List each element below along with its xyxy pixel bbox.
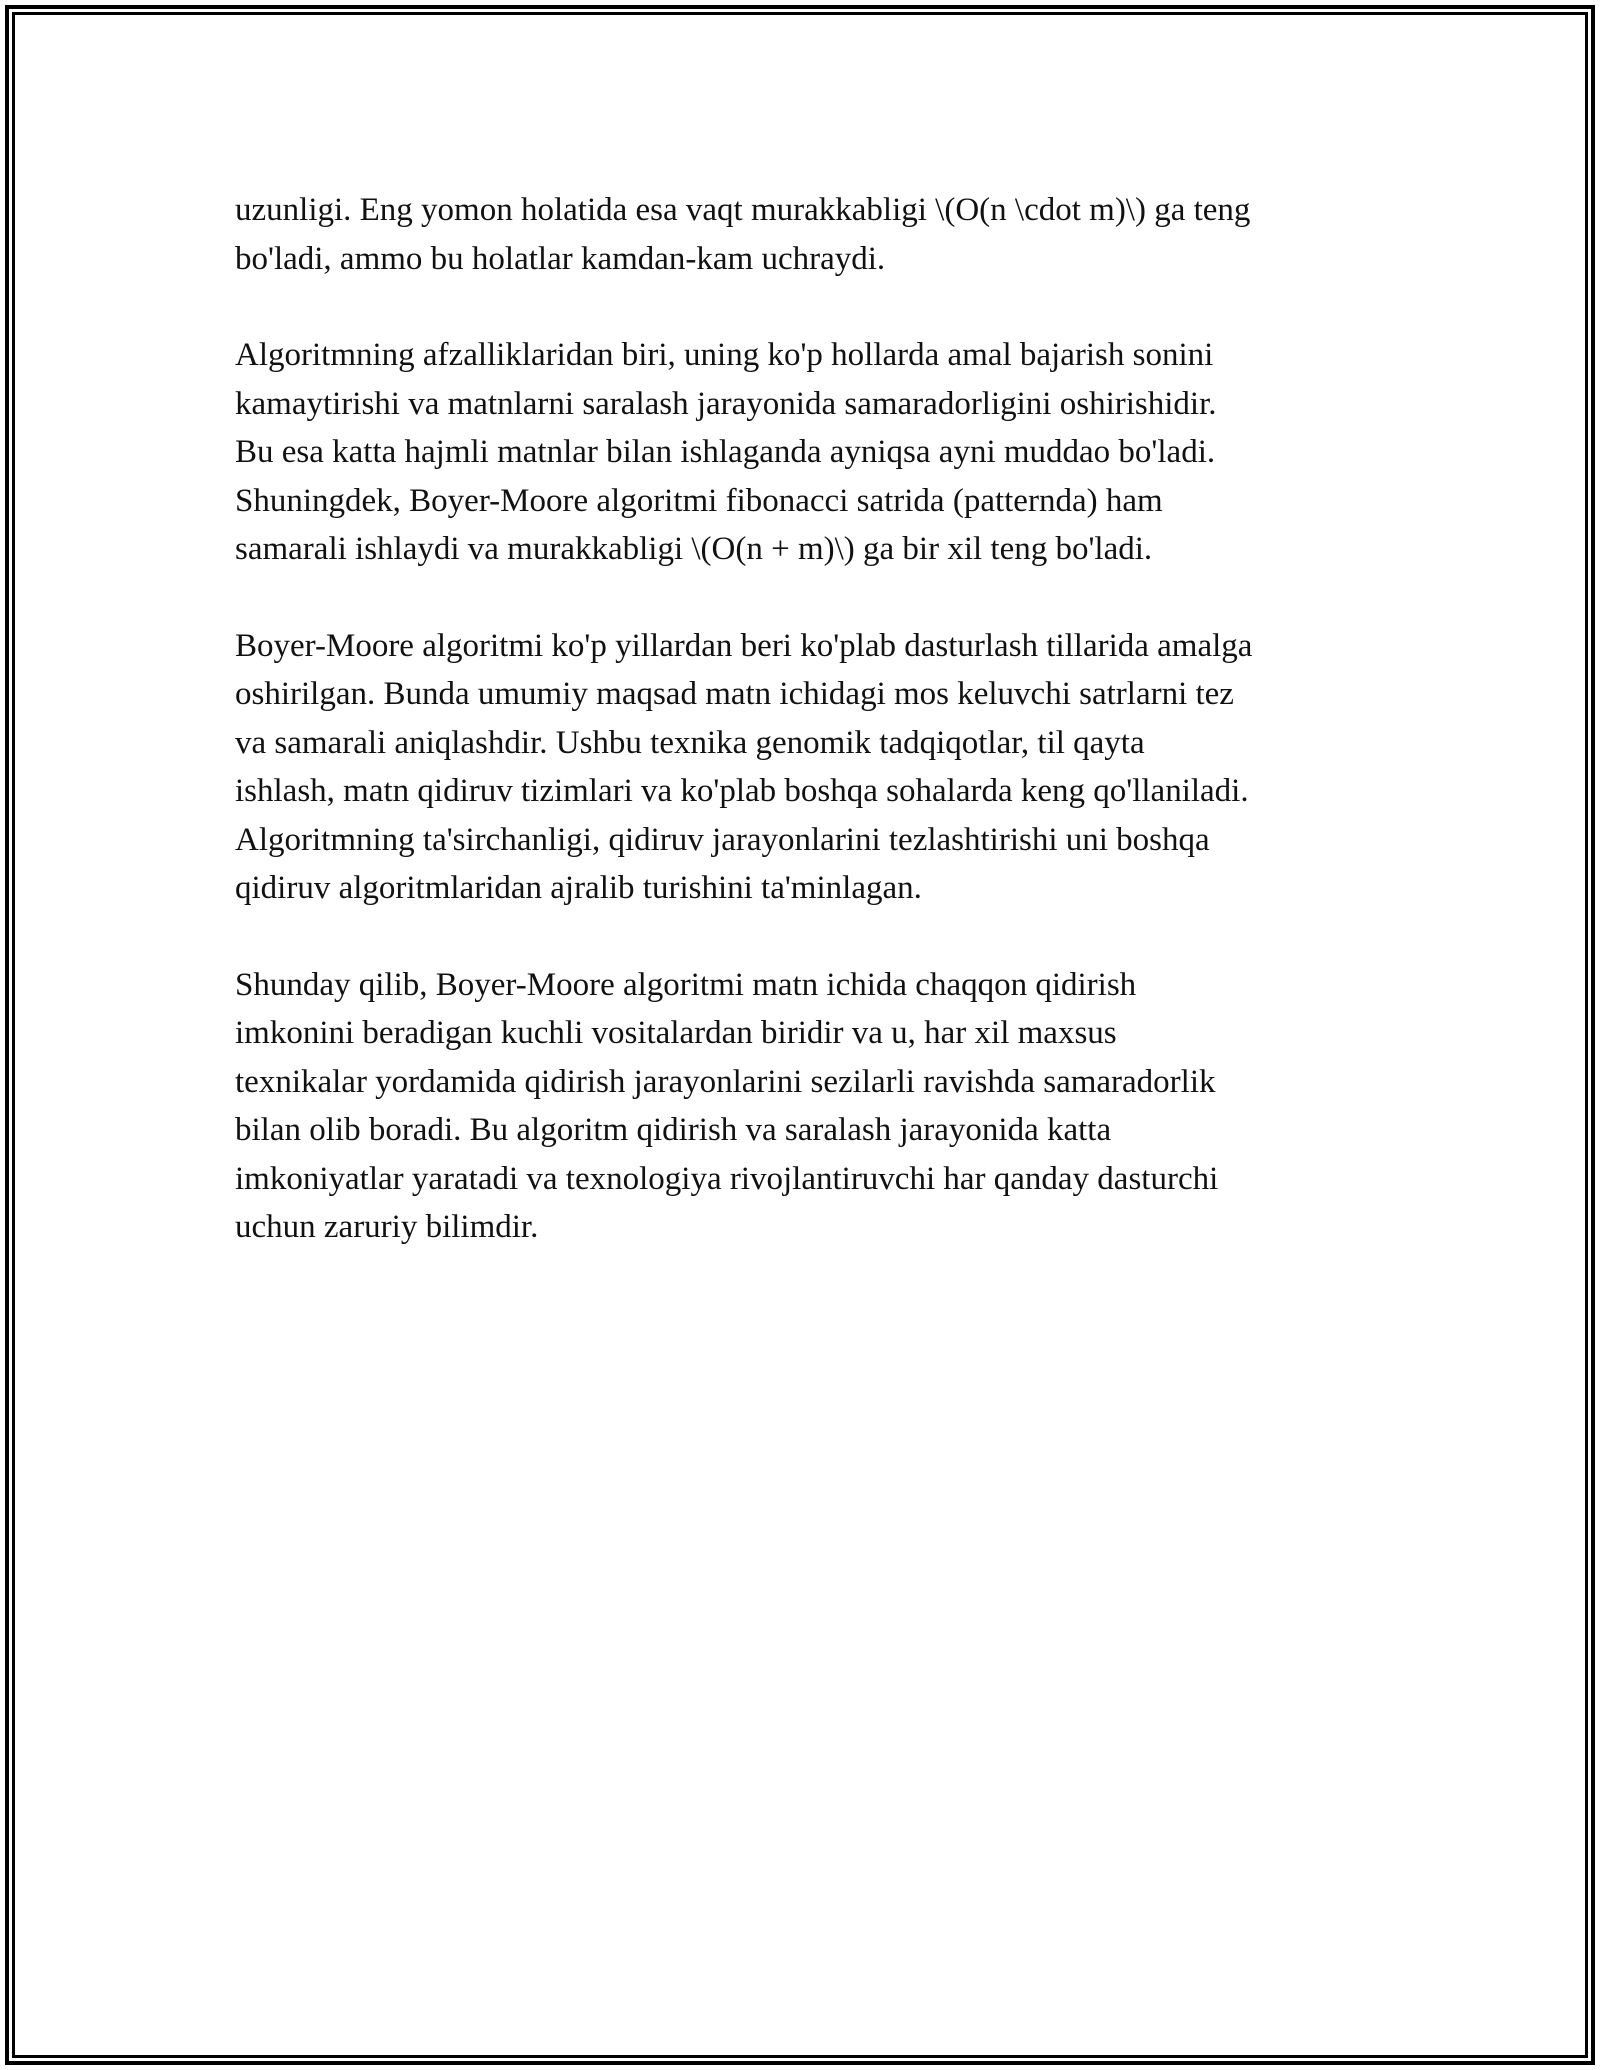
document-body [235,186,1375,1300]
paragraph-4: Shunday qilib, Boyer-Moore algoritmi matn ichida chaqqon qidirish imkonini beradigan kuchli vositalardan biridir va u, har xil maxsus texnikalar yordamida qidirish jarayonlarini sezilarli ravishda samaradorlik bilan olib boradi. Bu algoritm qidirish va saralash jarayonida katta imkoniyatlar yaratadi va texnologiya rivojlantiruvchi har qanday dasturchi uchun zaruriy bilimdir. [235,966,1219,1245]
paragraph-3: Boyer-Moore algoritmi ko'p yillardan beri ko'plab dasturlash tillarida amalga oshirilgan. Bunda umumiy maqsad matn ichidagi mos keluvchi satrlarni tez va samarali aniqlashdir. Ushbu texnika genomik tadqiqotlar, til qayta ishlash, matn qidiruv tizimlari va ko'plab boshqa sohalarda keng qo'llaniladi. Algoritmning ta'sirchanligi, qidiruv jarayonlarini tezlashtirishi uni boshqa qidiruv algoritmlaridan ajralib turishini ta'minlagan. [235,627,1253,906]
paragraph-2: Algoritmning afzalliklaridan biri, uning ko'p hollarda amal bajarish sonini kamaytirishi va matnlarni saralash jarayonida samaradorligini oshirishidir. Bu esa katta hajmli matnlar bilan ishlaganda ayniqsa ayni muddao bo'ladi. Shuningdek, Boyer-Moore algoritmi fibonacci satrida (patternda) ham samarali ishlaydi va murakkabligi \(O(n + m)\) ga bir xil teng bo'ladi. [235,337,1217,567]
paragraph-1: uzunligi. Eng yomon holatida esa vaqt murakkabligi \(O(n \cdot m)\) ga teng bo'ladi, ammo bu holatlar kamdan-kam uchraydi. [235,192,1251,277]
